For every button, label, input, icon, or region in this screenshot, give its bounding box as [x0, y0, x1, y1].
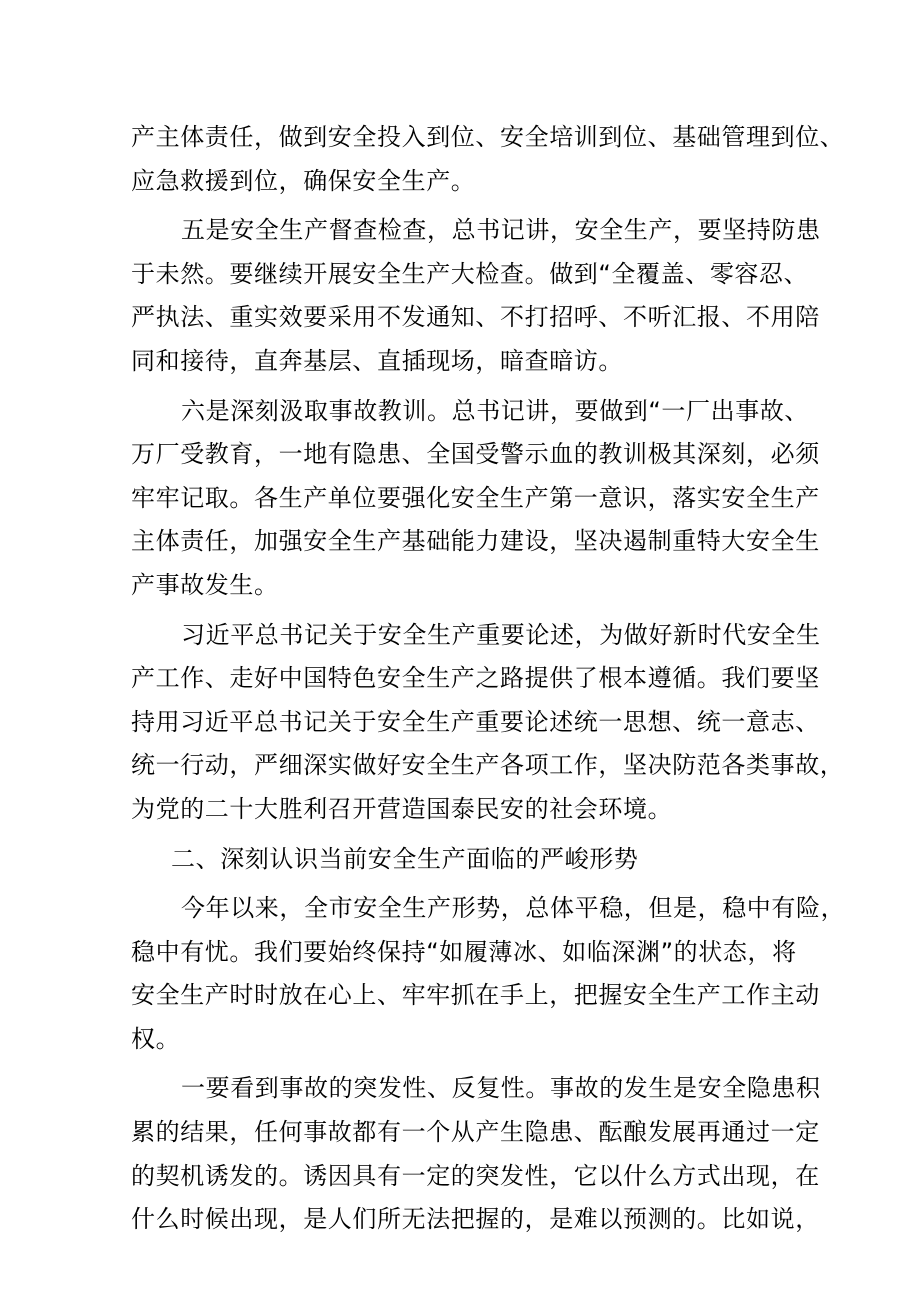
- paragraph-situation: [131, 887, 846, 1061]
- paragraph-responsibility: [131, 116, 845, 203]
- paragraph-lessons: [131, 390, 820, 608]
- text-line: 安全生产时时放在心上、牢牢抓在手上，把握安全生产工作主动: [131, 981, 820, 1010]
- text-line: 牢牢记取。各生产单位要强化安全生产第一意识，落实安全生产: [131, 483, 820, 512]
- text-line: 权。: [131, 1024, 181, 1053]
- text-line: 万厂受教育，一地有隐患、全国受警示血的教训极其深刻，必须: [131, 440, 820, 469]
- text-line: 应急救援到位，确保安全生产。: [131, 166, 476, 195]
- section-heading: [131, 838, 801, 882]
- text-line: 什么时候出现，是人们所无法把握的，是难以预测的。比如说，: [131, 1205, 820, 1234]
- text-line: 产事故发生。: [131, 570, 279, 599]
- text-line: 习近平总书记关于安全生产重要论述，为做好新时代安全生: [181, 620, 821, 649]
- text-line: 今年以来，全市安全生产形势，总体平稳，但是，稳中有险，: [181, 894, 846, 923]
- text-line: 五是安全生产督查检查，总书记讲，安全生产，要坚持防患: [181, 216, 821, 245]
- text-line: 于未然。要继续开展安全生产大检查。做到“全覆盖、零容忍、: [131, 259, 809, 288]
- text-line: 产工作、走好中国特色安全生产之路提供了根本遵循。我们要坚: [131, 664, 820, 693]
- text-line: 严执法、重实效要采用不发通知、不打招呼、不听汇报、不用陪: [131, 303, 820, 332]
- text-line: 一要看到事故的突发性、反复性。事故的发生是安全隐患积: [181, 1074, 821, 1103]
- text-line: 为党的二十大胜利召开营造国泰民安的社会环境。: [131, 794, 673, 823]
- text-line: 主体责任，加强安全生产基础能力建设，坚决遏制重特大安全生: [131, 527, 820, 556]
- text-line: 同和接待，直奔基层、直插现场，暗查暗访。: [131, 346, 623, 375]
- text-line: 六是深刻汲取事故教训。总书记讲，要做到“一厂出事故、: [181, 396, 810, 425]
- text-line: 统一行动，严细深实做好安全生产各项工作，坚决防范各类事故，: [131, 751, 845, 780]
- paragraph-suddenness: [131, 1067, 821, 1241]
- section-heading-text: 二、深刻认识当前安全生产面临的严峻形势: [171, 844, 639, 873]
- document-body: [131, 116, 846, 1248]
- paragraph-guidance: [131, 614, 845, 832]
- text-line: 稳中有忧。我们要始终保持“如履薄冰、如临深渊”的状态，将: [131, 937, 797, 966]
- text-line: 持用习近平总书记关于安全生产重要论述统一思想、统一意志、: [131, 707, 820, 736]
- paragraph-inspection: [131, 209, 821, 383]
- text-line: 的契机诱发的。诱因具有一定的突发性，它以什么方式出现，在: [131, 1161, 820, 1190]
- text-line: 产主体责任，做到安全投入到位、安全培训到位、基础管理到位、: [131, 123, 845, 151]
- text-line: 累的结果，任何事故都有一个从产生隐患、酝酿发展再通过一定: [131, 1118, 820, 1147]
